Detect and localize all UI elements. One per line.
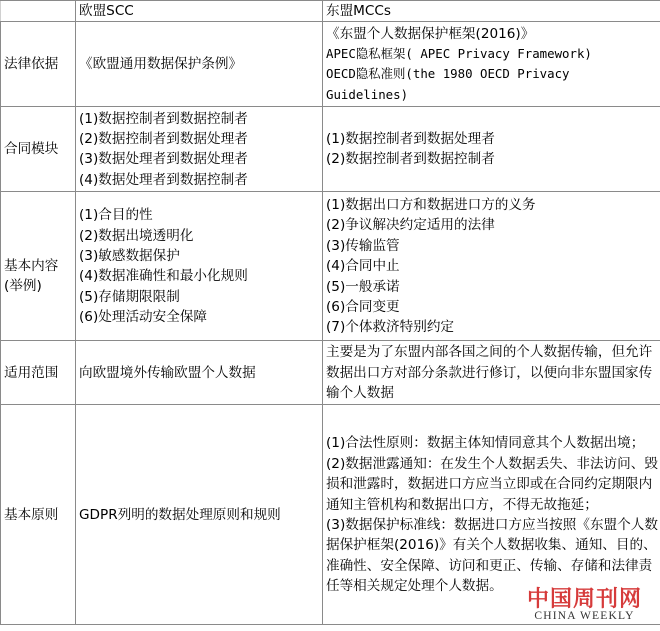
cell-line: (4)合同中止 [326,258,400,275]
cell-line: (2)争议解决约定适用的法律 [326,217,495,234]
scc-cell-legal-basis [76,22,323,107]
watermark-en-logo: CHINA WEEKLY [534,610,635,622]
cell-line: (5)一般承诺 [326,278,400,295]
cell-line: APEC隐私框架( APEC Privacy Framework) [326,46,592,61]
row-label-principles: 基本原则 [1,405,76,625]
cell-line: (5)存储期限限制 [79,288,180,305]
cell-line: (6)合同变更 [326,299,400,316]
cell-line: GDPR列明的数据处理原则和规则 [79,506,281,523]
table-row [1,192,660,341]
cell-line: (3)敏感数据保护 [79,248,180,264]
cell-line: (1)数据控制者到数据处理者 [326,131,495,147]
cell-line: (1)数据出口方和数据进口方的义务 [326,196,536,213]
cell-paragraph: (3)数据保护标准线：数据进口方应当按照《东盟个人数据保护框架(2016)》有关个人数据收集、通知、目的、准确性、安全保障、访问和更正、传输、存储和法律责任等相关规定处理个人数据。 [326,516,658,595]
cell-line: (2)数据控制者到数据处理者 [79,131,248,147]
cell-line: (3)数据处理者到数据处理者 [79,151,248,168]
table-row [1,107,660,192]
row-label-contract-modules: 合同模块 [1,107,76,192]
table-row [1,22,660,107]
row-label-basic-content: 基本内容(举例) [1,192,76,341]
cell-line: (2)数据控制者到数据控制者 [326,151,495,168]
scc-cell-principles [76,405,323,625]
row-label-scope: 适用范围 [1,341,76,405]
header-corner-cell [1,1,76,22]
header-eu-scc: 欧盟SCC [76,1,323,22]
mcc-cell-principles [323,405,660,625]
cell-line: (3)传输监管 [326,237,400,254]
cell-line: (1)合目的性 [79,207,153,224]
cell-paragraph: (1)合法性原则：数据主体知情同意其个人数据出境； [326,435,645,452]
row-label-legal-basis: 法律依据 [1,22,76,107]
cell-line: 向欧盟境外传输欧盟个人数据 [79,364,256,381]
cell-line: (4)数据处理者到数据控制者 [79,171,248,188]
cell-line: 《东盟个人数据保护框架(2016)》 [326,25,535,42]
cell-line: (7)个体救济特别约定 [326,319,455,336]
table-row [1,405,660,625]
cell-line: (6)处理活动安全保障 [79,309,208,326]
cell-line: (2)数据出境透明化 [79,227,194,244]
cell-line: Guidelines) [326,86,409,102]
cell-line: OECD隐私准则(the 1980 OECD Privacy [326,66,570,82]
header-asean-mccs: 东盟MCCs [323,1,660,22]
watermark-cn-logo: 中国周刊网 [526,586,642,612]
mcc-cell-legal-basis [323,22,660,107]
cell-line: (1)数据控制者到数据控制者 [79,110,248,127]
cell-paragraph: (2)数据泄露通知：在发生个人数据丢失、非法访问、毁损和泄露时，数据进口方应当立即或在合同约定期限内通知主管机构和数据出口方，不得无故拖延； [326,455,658,513]
mcc-cell-contract-modules [323,107,660,192]
header-row [1,1,660,22]
cell-paragraph: 主要是为了东盟内部各国之间的个人数据传输，但允许数据出口方对部分条款进行修订，以便向非东盟国家传输个人数据 [326,344,653,402]
cell-line: 《欧盟通用数据保护条例》 [79,56,243,73]
scc-cell-scope [76,341,323,405]
cell-line: (4)数据准确性和最小化规则 [79,268,248,285]
mcc-cell-scope [323,341,660,405]
mcc-cell-basic-content [323,192,660,341]
scc-cell-basic-content [76,192,323,341]
scc-cell-contract-modules [76,107,323,192]
table-row [1,341,660,405]
